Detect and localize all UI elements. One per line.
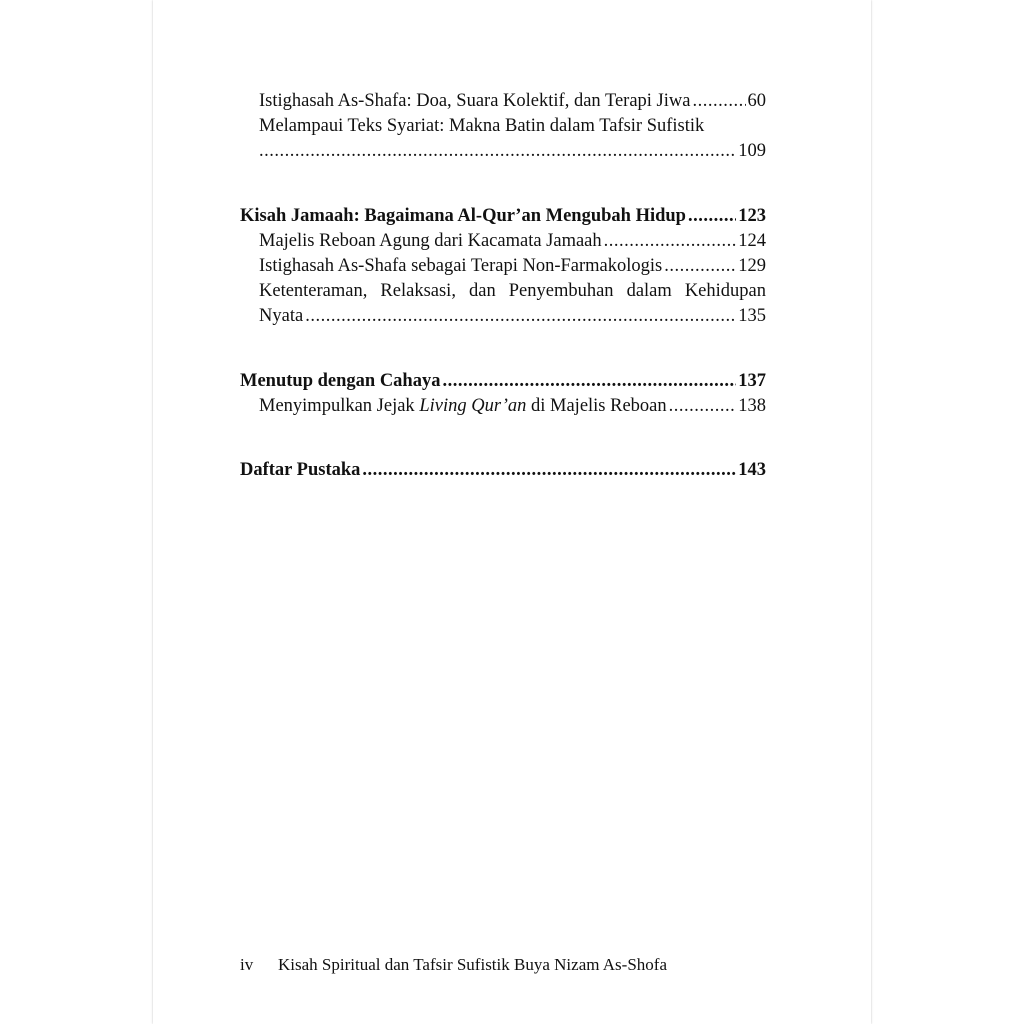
toc-entry-ketenteraman-line2 xyxy=(259,304,766,328)
toc-entry-melampaui-teks-line1 xyxy=(259,114,766,138)
dot-leader xyxy=(692,89,745,113)
toc-entry-page: 124 xyxy=(738,231,766,251)
page-footer xyxy=(240,953,667,977)
toc-chapter-title: Kisah Jamaah: Bagaimana Al-Qur’an Mengubah Hidup xyxy=(240,206,686,226)
book-page xyxy=(153,0,871,1024)
toc-title-part: Menyimpulkan Jejak xyxy=(259,396,420,416)
footer-running-title: Kisah Spiritual dan Tafsir Sufistik Buya Nizam As-Shofa xyxy=(278,955,667,974)
toc-chapter-kisah-jamaah xyxy=(240,204,766,228)
toc-chapter-daftar-pustaka xyxy=(240,458,766,482)
toc-entry-page: 109 xyxy=(738,141,766,161)
toc-title-italic: Living Qur’an xyxy=(419,396,527,416)
toc-entry-page: 135 xyxy=(738,306,766,326)
dot-leader xyxy=(362,458,736,482)
toc-entry-page: 138 xyxy=(738,396,766,416)
toc-entry-page: 60 xyxy=(747,91,766,111)
toc-entry-title-continued: Nyata xyxy=(259,306,304,326)
toc-chapter-title: Menutup dengan Cahaya xyxy=(240,371,441,391)
toc-entry-majelis-reboan-agung xyxy=(259,229,766,253)
toc-entry-title: Majelis Reboan Agung dari Kacamata Jamaah xyxy=(259,231,602,251)
toc-entry-page: 129 xyxy=(738,256,766,276)
toc-chapter-page: 123 xyxy=(738,206,766,226)
footer-page-number: iv xyxy=(240,955,254,974)
dot-leader xyxy=(604,229,737,253)
toc-chapter-page: 137 xyxy=(738,371,766,391)
toc-entry-title: Melampaui Teks Syariat: Makna Batin dalam Tafsir Sufistik xyxy=(259,116,705,136)
toc-entry-title: Istighasah As-Shafa: Doa, Suara Kolektif, dan Terapi Jiwa xyxy=(259,91,691,111)
toc-entry-istighasah-doa xyxy=(259,89,766,113)
dot-leader xyxy=(442,369,736,393)
toc-entry-menyimpulkan xyxy=(259,394,766,418)
dot-leader xyxy=(664,254,736,278)
toc-title-part: di Majelis Reboan xyxy=(526,396,667,416)
toc-entry-title: Ketenteraman, Relaksasi, dan Penyembuhan dalam Kehidupan xyxy=(259,281,766,301)
toc-chapter-page: 143 xyxy=(738,460,766,480)
toc-entry-ketenteraman-line1 xyxy=(259,279,766,303)
toc-chapter-title: Daftar Pustaka xyxy=(240,460,361,480)
toc-entry-title xyxy=(259,394,667,418)
toc-entry-istighasah-terapi xyxy=(259,254,766,278)
dot-leader xyxy=(305,304,736,328)
toc-entry-melampaui-teks-line2 xyxy=(259,139,766,163)
dot-leader xyxy=(688,204,736,228)
toc-chapter-menutup xyxy=(240,369,766,393)
dot-leader xyxy=(259,139,736,163)
dot-leader xyxy=(669,394,737,418)
toc-entry-title: Istighasah As-Shafa sebagai Terapi Non-Farmakologis xyxy=(259,256,663,276)
